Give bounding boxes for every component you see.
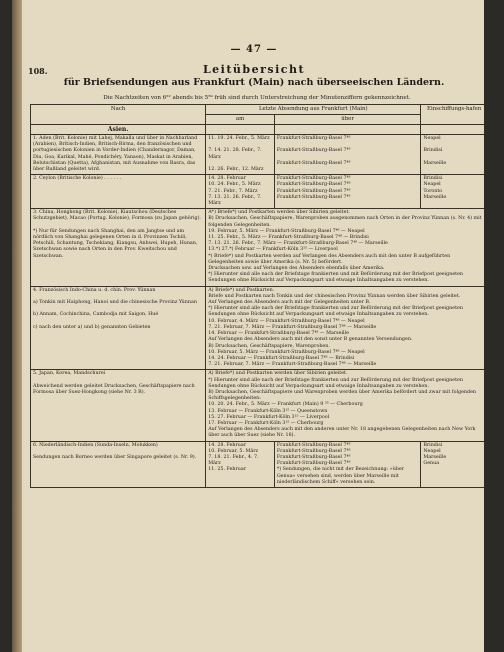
route-details-cell: A) Briefe*) und Postkarten. Briefe und Postkarten nach Tonkin und der chinesischen Provinz Yünnan werden über Sibirien geleitet. Auf Verlangen des Absenders auch mit der Gelegenheiten unter B. *) Hierunter sind alle nach der Briefstage frankierten und zur Beförderung mit der Briefpost geeigneten Sendungen ohne Rücksicht auf Verpackungsart und etwaige Inhaltsangaben zu verstehen. 10. Februar, 4. März — Frankfurt-Straßburg-Basel 7⁴⁸ — Neapel 7. 21. Februar, 7. März — Frankfurt-Straßburg-Basel 7⁴⁸ — Marseille 14. Februar — Frankfurt-Straßburg-Basel 7⁴⁸ — Marseille Auf Verlangen des Absenders auch mit den sonst unter B genannten Versendungen. B) Drucksachen, Geschäftspapiere, Warenproben. 10. Februar, 5. März — Frankfurt-Straßburg-Basel 7⁴⁸ — Neapel 14. 24. Februar — Frankfurt-Straßburg-Basel 7⁴⁸ — Brindisi 7. 21. Februar, 7. März — Frankfurt-Straßburg-Basel 7⁴⁸ — Marseille [206,286,488,370]
table-header-row [31,105,488,115]
table-row-asia-region [31,125,488,135]
document-page [12,0,496,652]
header-nach: Nach [31,105,206,125]
header-am: am [206,115,275,125]
region-heading: Asien. [31,125,206,135]
route-details-cell: A) Briefe*) und Postkarten werden über Sibirien geleitet. *) Hierunter sind alle nach der Briefstage frankierten und zur Beförderung mit der Briefpost geeigneten Sendungen ohne Rücksicht auf Verpackungsart und etwaige Inhaltsangaben zu verstehen. B) Drucksachen, Geschäftspapiere und Warenproben werden über Amerika befördert und zwar mit folgenden Schiffsgelegenheiten: 10. 20. 24. Febr., 5. März — Frankfurt (Main) 9 ³⁵ — Cherbourg 13. Februar — Frankfurt-Köln 3¹⁵ — Queenstown 15. 27. Februar — Frankfurt-Köln 3¹⁵ — Liverpool 17. Februar — Frankfurt-Köln 3¹⁵ — Cherbourg Auf Verlangen des Absenders auch mit den anderen unter Nr. 18 angegebenen Gelegenheiten nach New York über auch über Suez (siehe Nr. 18). [206,370,488,441]
destination-cell: 3. China, Hongkong (Brit. Kolonie), Kiautschou (Deutsches Schutzgebiet), Macao (Portug. Kolonie), Formosa (zu Japan gehörig). *) Nur für Sendungen nach Shanghai, den am Jangtse und am nördlich von Shanghai gelegenen Orten in d. Provinzen Tschili, Petschili, Schantung, Tschekiang, Kiangsu, Anhwei, Hupeh, Hunan, Szetschwan sowie nach Orten in den Prov. Kweitschou und Szetschwan. [31,209,206,286]
table-row [31,286,488,370]
dates-cell: 14. 28. Februar 10. 24. Febr., 5. März 7. 21. Febr., 7. März 7. 13. 21. 26. Febr., 7. März [206,175,275,209]
port-cell: Brindisi Neapel Toronto Marseille [421,175,488,209]
route-details-cell: A*) Briefe*) und Postkarten werden über Sibirien geleitet. B) Drucksachen, Geschäftspapiere, Warenproben ausgenommen nach Orten in der Provinz Yünnan (s. Nr. 4) mit folgenden Gelegenheiten. 19. Februar, 5. März — Frankfurt-Straßburg-Basel 7⁴⁸ — Neapel 11. 25. Febr., 5. März — Frankfurt-Straßburg-Basel 7⁴⁸ — Brindisi 7. 13. 21. 26. Febr., 7. März — Frankfurt-Straßburg-Basel 7⁴⁸ — Marseille 13.*) 27.*) Februar — Frankfurt-Köln 3¹⁵ — Liverpool *) Briefe*) und Postkarten werden auf Verlangen des Absenders auch mit den unter B aufgeführten Gelegenheiten sowie über Amerika (s. Nr. 5) befördert. Drucksachen usw. auf Verlangen des Absenders ebenfalls über Amerika. *) Hierunter sind alle nach der Briefstage frankierten und mit Beförderung mit der Briefpost geeigneten Sendungen ohne Rücksicht auf Verpackungsart und etwaige Inhaltsangaben zu verstehen. [206,209,488,286]
port-cell: Neapel Brindisi Marseille [421,135,488,175]
port-cell: Brindisi Neapel Marseille Genua [421,441,488,487]
table-row [31,209,488,286]
table-row [31,175,488,209]
table-row [31,441,488,487]
destination-cell: 4. Französisch Indo-China u. d. chin. Prov. Yünnan a) Tonkin mit Haiphong, Hanoi und die chinesische Provinz Yünnan b) Annam, Cochinchina, Cambodja mit Saigon, Hué c) nach den unter a) und b) genannten Gebieten [31,286,206,370]
route-cell: Frankfurt-Straßburg-Basel 7⁴⁸ Frankfurt-Straßburg-Basel 7⁴⁸ Frankfurt-Straßburg-Basel 7⁴⁸ Frankfurt-Straßburg-Basel 7⁴⁸ [274,175,421,209]
table-row [31,135,488,175]
page-subtitle: für Briefsendungen aus Frankfurt (Main) nach überseeischen Ländern. [63,77,445,88]
destination-cell: 6. Niederländisch-Indien (Sunda-Inseln, Molukken) Sendungen nach Borneo werden über Singapore geleitet (s. Nr. 9). [31,441,206,487]
page-number: — 47 — [230,44,278,55]
destination-cell: 1. Aden (Brit. Kolonie) mit Lahej, Makalla und über in Nachbarland (Arabien), Britisch-Indien, Britisch-Birma, den französischen und portugiesischen Kolonien in Vorder-Indien (Chandernagor, Daman, Diu, Goa, Karikal, Mahé, Pondichéry, Yanaon), Maskat in Arabien, Belutschistan (Quetta), Afghanistan, mit Ausnahme von Basra, das über Rußland geleitet wird. [31,135,206,175]
header-letzte-absendung: Letzte Absendung aus Frankfurt (Main) [206,105,421,115]
section-number: 108. [28,66,48,76]
header-einschiffungshafen: Einschiffungs-hafen [421,105,488,125]
route-cell: Frankfurt-Straßburg-Basel 7⁴⁸ Frankfurt-Straßburg-Basel 7⁴⁸ Frankfurt-Straßburg-Basel 7⁴⁸ [274,135,421,175]
night-time-note: Die Nachtzeiten von 6²² abends bis 5⁵⁹ früh sind durch Unterstreichung der Minutenziffern gekennzeichnet. [103,95,411,101]
header-ueber: über [274,115,421,125]
dates-cell: 14. 28. Februar 10. Februar, 5. März 7. 18. 21. Febr., 4. 7. März 11. 25. Februar [206,441,275,487]
page-title: Leitübersicht [202,63,306,76]
destination-cell: 2. Ceylon (Britische Kolonie) . . . . . . [31,175,206,209]
routing-table [30,104,488,488]
background-edge [484,0,504,652]
dates-cell: 11. 19. 24. Febr., 5. März 7. 14. 21. 28. Febr., 7. März 12. 26. Febr., 12. März [206,135,275,175]
table-row [31,370,488,441]
destination-cell: 5. Japan, Korea, Mandschurei Abweichend werden geleitet Drucksachen, Geschäftspapiere nach Formosa über Suez-Hongkong (siehe Nr. 3 B). [31,370,206,441]
book-spine-shadow [12,0,22,652]
route-cell: Frankfurt-Straßburg-Basel 7⁴⁸ Frankfurt-Straßburg-Basel 7⁴⁸ Frankfurt-Straßburg-Basel 7⁴⁸ Frankfurt-Straßburg-Basel 7⁴⁸ *) Sendungen, die nicht mit der Bezeichnung: »über Genua« versehen sind, werden über Marseille mit niederländischem Schiff« versehen sein. [274,441,421,487]
